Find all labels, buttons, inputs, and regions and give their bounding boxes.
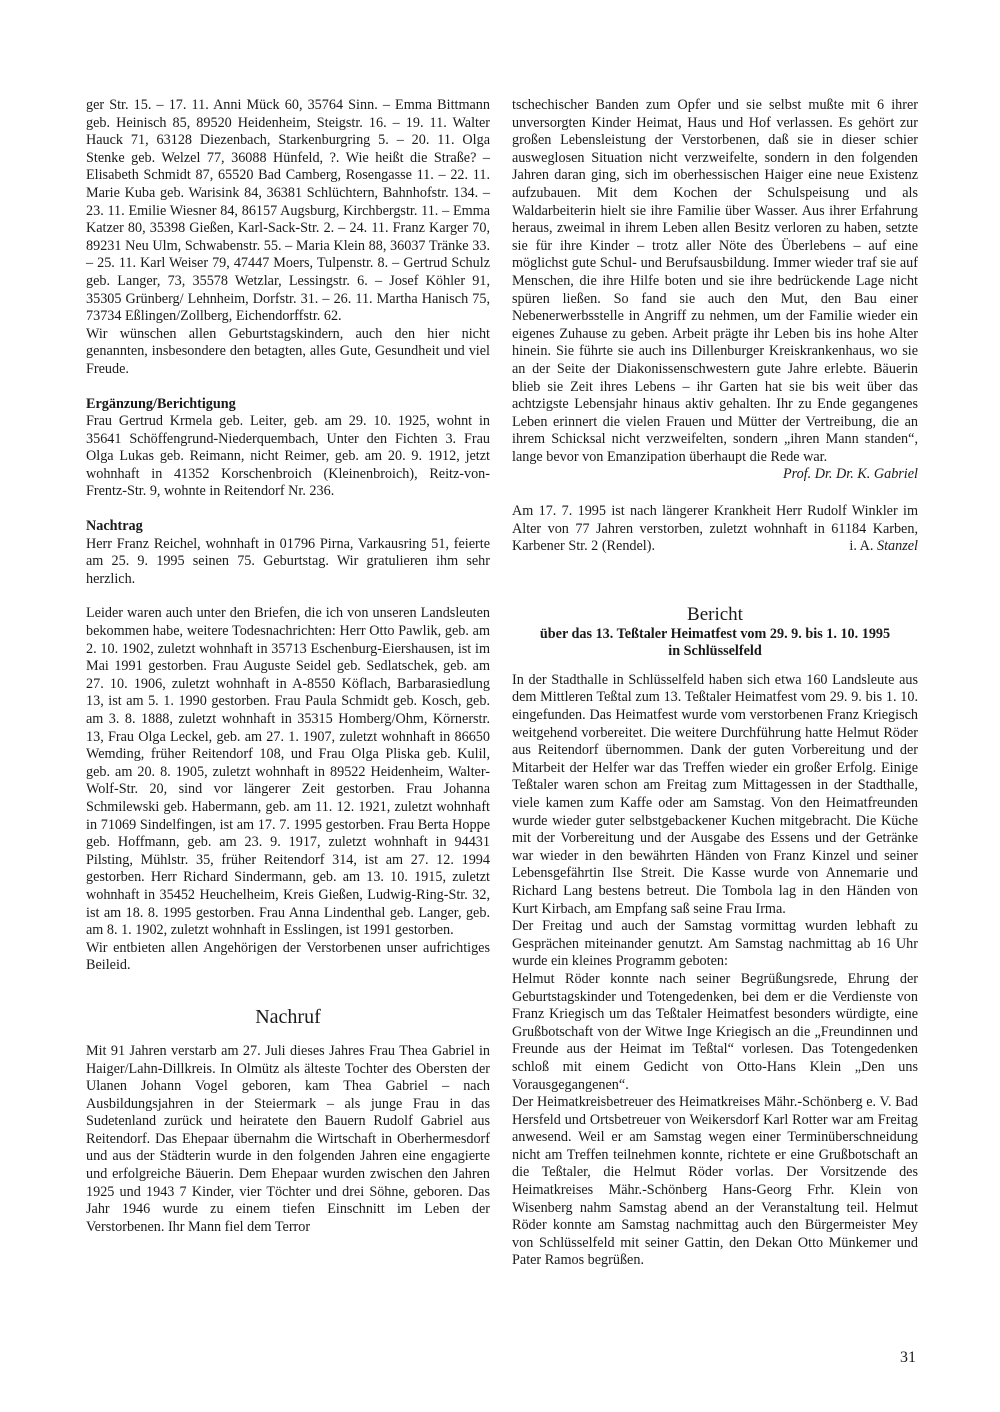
bericht-subtitle-line-2: in Schlüsselfeld bbox=[668, 642, 762, 659]
addendum-text: Herr Franz Reichel, wohnhaft in 01796 Pirna, Varkausring 51, feierte am 25. 9. 1995 seinen 75. Geburtstag. Wir gratulieren ihm sehr herzlich. bbox=[86, 535, 490, 587]
bericht-heading: Bericht bbox=[687, 603, 743, 625]
birthday-list: ger Str. 15. – 17. 11. Anni Mück 60, 35764 Sinn. – Emma Bittmann geb. Heinisch 85, 89520 Heidenheim, Steigstr. 16. – 19. 11. Walter Hauck 71, 63128 Diezenbach, Starkenburgring 5. – 20. 11. Olga Stenke geb. Welzel 77, 36088 Hünfeld, ?. Wie heißt die Straße? – Elisabeth Schmidt 87, 65520 Bad Camberg, Rosengasse 11. – 22. 11. Marie Kuba geb. Warisink 84, 36381 Schlüchtern, Bahnhofstr. 134. – 23. 11. Emilie Wiesner 84, 86157 Augsburg, Kirchbergstr. 11. – Emma Katzer 80, 35398 Gießen, Karl-Sack-Str. 2. – 24. 11. Franz Karger 70, 89231 Neu Ulm, Schwabenstr. 55. – Maria Klein 88, 36037 Tränke 33. – 25. 11. Karl Weiser 79, 47447 Moers, Tulpenstr. 8. – Gertrud Schulz geb. Langer, 73, 35578 Wetzlar, Lessingstr. 6. – Josef Köhler 91, 35305 Grünberg/ Lehnheim, Dorfstr. 31. – 26. 11. Martha Hanisch 75, 73734 Eßlingen/Zollberg, Eichendorffstr. 62. bbox=[86, 97, 490, 325]
right-column bbox=[512, 97, 918, 1270]
condolence-text: Wir entbieten allen Angehörigen der Verstorbenen unser aufrichtiges Beileid. bbox=[86, 939, 490, 974]
death-notices: Leider waren auch unter den Briefen, die ich von unseren Landsleuten bekommen habe, weitere Todesnachrichten: Herr Otto Pawlik, geb. am 2. 10. 1902, zuletzt wohnhaft in 35713 Eschenburg-Eiershausen, ist im Mai 1991 gestorben. Frau Auguste Seidel geb. Sedlatschek, geb. am 27. 10. 1906, zuletzt wohnhaft in A-8550 Köflach, Barbarasiedlung 13, ist am 5. 1. 1990 gestorben. Frau Paula Schmidt geb. Kosch, geb. am 3. 8. 1888, zuletzt wohnhaft in 35315 Homberg/Ohm, Körnerstr. 13, Frau Olga Leckel, geb. am 27. 1. 1907, zuletzt wohnhaft in 86650 Wemding, früher Reitendorf 108, und Frau Olga Pliska geb. Kulil, geb. am 20. 8. 1905, zuletzt wohnhaft in 89522 Heidenheim, Walter-Wolf-Str. 20, sind vor längerer Zeit gestorben. Frau Johanna Schmilewski geb. Habermann, geb. am 11. 12. 1921, zuletzt wohnhaft in 71069 Sindelfingen, ist am 17. 7. 1995 gestorben. Frau Berta Hoppe geb. Hoffmann, geb. am 23. 9. 1917, zuletzt wohnhaft in 94431 Pilsting, Mühlstr. 35, früher Reitendorf 314, ist am 27. 12. 1994 gestorben. Herr Richard Sindermann, geb. am 13. 10. 1915, zuletzt wohnhaft in 35452 Heuchelheim, Kreis Gießen, Ludwig-Ring-Str. 32, ist am 18. 8. 1995 gestorben. Frau Anna Lindenthal geb. Langer, geb. am 8. 1. 1902, zuletzt wohnhaft in Esslingen, ist 1991 gestorben. bbox=[86, 605, 490, 939]
correction-heading: Ergänzung/Berichtigung bbox=[86, 395, 236, 412]
bericht-paragraph-1: In der Stadthalle in Schlüsselfeld haben sich etwa 160 Landsleute aus dem Mittleren Teßtal zum 13. Teßtaler Heimatfest vom 29. 9. bis 1. 10. eingefunden. Das Heimatfest wurde vom verstorbenen Franz Kriegisch weitgehend vorbereitet. Die weitere Durchführung hatte Helmut Röder aus Reitendorf übernommen. Dank der guten Vorbereitung und der Mitarbeit der Helfer war das Treffen wieder ein großer Erfolg. Einige Teßtaler waren schon am Freitag zum Mittagessen in der Stadthalle, viele kamen zum Kaffe oder am Samstag. Von den Heimatfreunden wurde wieder guter selbstgebackener Kuchen mitgebracht. Die Küche mit der Vorbereitung und der Ausgabe des Essens und der Getränke war wieder in den bewährten Händen von Franz Kinzel und seiner Lebensgefährtin Ilse Streit. Die Kasse wurde von Annemarie und Richard Lang bestens betreut. Die Tombola lag in den Händen von Kurt Kirbach, am Empfang saß seine Frau Irma. bbox=[512, 671, 918, 917]
correction-text: Frau Gertrud Krmela geb. Leiter, geb. am 29. 10. 1925, wohnt in 35641 Schöffengrund-Niederquembach, Unter den Fichten 3. Frau Olga Lukas geb. Reimann, nicht Reimer, geb. am 20. 9. 1912, jetzt wohnhaft in 41352 Korschenbroich (Kleinenbroich), Reitz-von-Frentz-Str. 9, wohnte in Reitendorf Nr. 236. bbox=[86, 413, 490, 500]
nachruf-continued: tschechischer Banden zum Opfer und sie selbst mußte mit 6 ihrer unversorgten Kinder Heimat, Haus und Hof verlassen. Es gehört zur großen Lebensleistung der Verstorbenen, daß sie in dieser schier ausweglosen Situation nicht verzweifelte, sondern in den folgenden Jahren daran ging, sich im oberhessischen Haiger eine neue Existenz aufzubauen. Mit dem Kochen der Schulspeisung und als Waldarbeiterin hielt sie ihre Familie über Wasser. Aus ihrer Erfahrung heraus, zweimal in ihrem Leben allen Besitz verloren zu haben, setzte sie für ihre Kinder – trotz aller Nöte des Überlebens – auf eine möglichst gute Schul- und Berufsausbildung. Immer wieder traf sie auf Menschen, die ihre Hilfe boten und sie ihre bedrückende Lage nicht spüren ließen. So fand sie auch den Mut, den Bau einer Nebenerwerbsstelle in Angriff zu nehmen, um der Familie wieder ein eigenes Zuhause zu geben. Arbeit prägte ihr Leben bis ins hohe Alter hinein. Sie führte sie auch ins Dillenburger Kreiskrankenhaus, wo sie an der Seite der Diakonissenschwestern gute Jahre erlebte. Bäuerin blieb sie Zeit ihres Lebens – ihr Garten hat sie bis weit über das achtzigste Lebensjahr hinaus aktiv gehalten. Ihr zu Ende gegangenes Leben erinnert die vielen Frauen und Mütter der Vertreibung, die an ihrem Schicksal nicht verzweifelten, sondern „ihren Mann standen“, lange bevor von Emanzipation überhaupt die Rede war. bbox=[512, 97, 918, 465]
winkler-notice bbox=[512, 503, 918, 556]
bericht-paragraph-3: Helmut Röder konnte nach seiner Begrüßungsrede, Ehrung der Geburtstagskinder und Totengedenken, bei dem er die Verdienste von Franz Kriegisch um das Teßtaler Heimatfest besonders würdigte, eine Grußbotschaft von der Witwe Inge Kriegisch an die „Freundinnen und Freunde aus der Heimat im Teßtal“ vorlesen. Das Totengedenken schloß mit einem Gedicht von Otto-Hans Klein „Den uns Vorausgegangenen“. bbox=[512, 970, 918, 1093]
bericht-subtitle-line-1: über das 13. Teßtaler Heimatfest vom 29. 9. bis 1. 10. 1995 bbox=[539, 625, 891, 642]
nachruf-signature: Prof. Dr. Dr. K. Gabriel bbox=[782, 466, 918, 483]
nachruf-text: Mit 91 Jahren verstarb am 27. Juli dieses Jahres Frau Thea Gabriel in Haiger/Lahn-Dillkreis. In Olmütz als älteste Tochter des Obersten der Ulanen Johann Vogel geboren, kam Thea Gabriel – nach Ausbildungsjahren in der Steiermark – als junge Frau in das Sudetenland zurück und heiratete den Bauern Rudolf Gabriel aus Reitendorf. Das Ehepaar übernahm die Wirtschaft in Oberhermesdorf und aus der Städterin wurde in den folgenden Jahren eine engagierte und erfolgreiche Bäuerin. Dem Ehepaar wurden zwischen den Jahren 1925 und 1943 7 Kinder, vier Töchter und drei Söhne, geboren. Das Jahr 1946 wurde zu einem tiefen Einschnitt im Leben der Verstorbenen. Ihr Mann fiel dem Terror bbox=[86, 1042, 490, 1235]
bericht-paragraph-4: Der Heimatkreisbetreuer des Heimatkreises Mähr.-Schönberg e. V. Bad Hersfeld und Ortsbetreuer von Weikersdorf Karl Rotter war am Freitag anwesend. Weil er am Samstag wegen einer Terminüberschneidung nicht am Treffen teilnehmen konnte, richtete er eine Grußbotschaft an die Teßtaler, die Helmut Röder vorlas. Der Vorsitzende des Heimatkreises Mähr.-Schönberg Hans-Georg Frhr. Klein von Wisenberg nahm Samstag abend an der Veranstaltung teil. Helmut Röder konnte am Samstag nachmittag auch den Bürgermeister Mey von Schlüsselfeld mit seiner Gattin, den Dekan Otto Münkemer und Pater Ramos begrüßen. bbox=[512, 1094, 918, 1269]
birthday-wishes: Wir wünschen allen Geburtstagskindern, auch den hier nicht genannten, insbesondere den betagten, alles Gute, Gesundheit und viel Freude. bbox=[86, 325, 490, 377]
winkler-signature bbox=[849, 538, 918, 556]
page-number: 31 bbox=[900, 1349, 916, 1366]
winkler-signature-name: Stanzel bbox=[877, 538, 918, 555]
left-column bbox=[86, 97, 490, 1236]
winkler-text: Am 17. 7. 1995 ist nach längerer Krankheit Herr Rudolf Winkler im Alter von 77 Jahren verstorben, zuletzt wohnhaft in 61184 Karben, Karbener Str. 2 (Rendel). bbox=[512, 503, 918, 555]
addendum-heading: Nachtrag bbox=[86, 518, 143, 535]
nachruf-heading: Nachruf bbox=[255, 1005, 321, 1028]
winkler-signature-prefix: i. A. bbox=[849, 538, 874, 555]
bericht-paragraph-2: Der Freitag und auch der Samstag vormittag wurden lebhaft zu Gesprächen miteinander genutzt. Am Samstag nachmittag ab 16 Uhr wurde ein kleines Programm geboten: bbox=[512, 918, 918, 970]
bericht-subtitle bbox=[512, 626, 918, 660]
